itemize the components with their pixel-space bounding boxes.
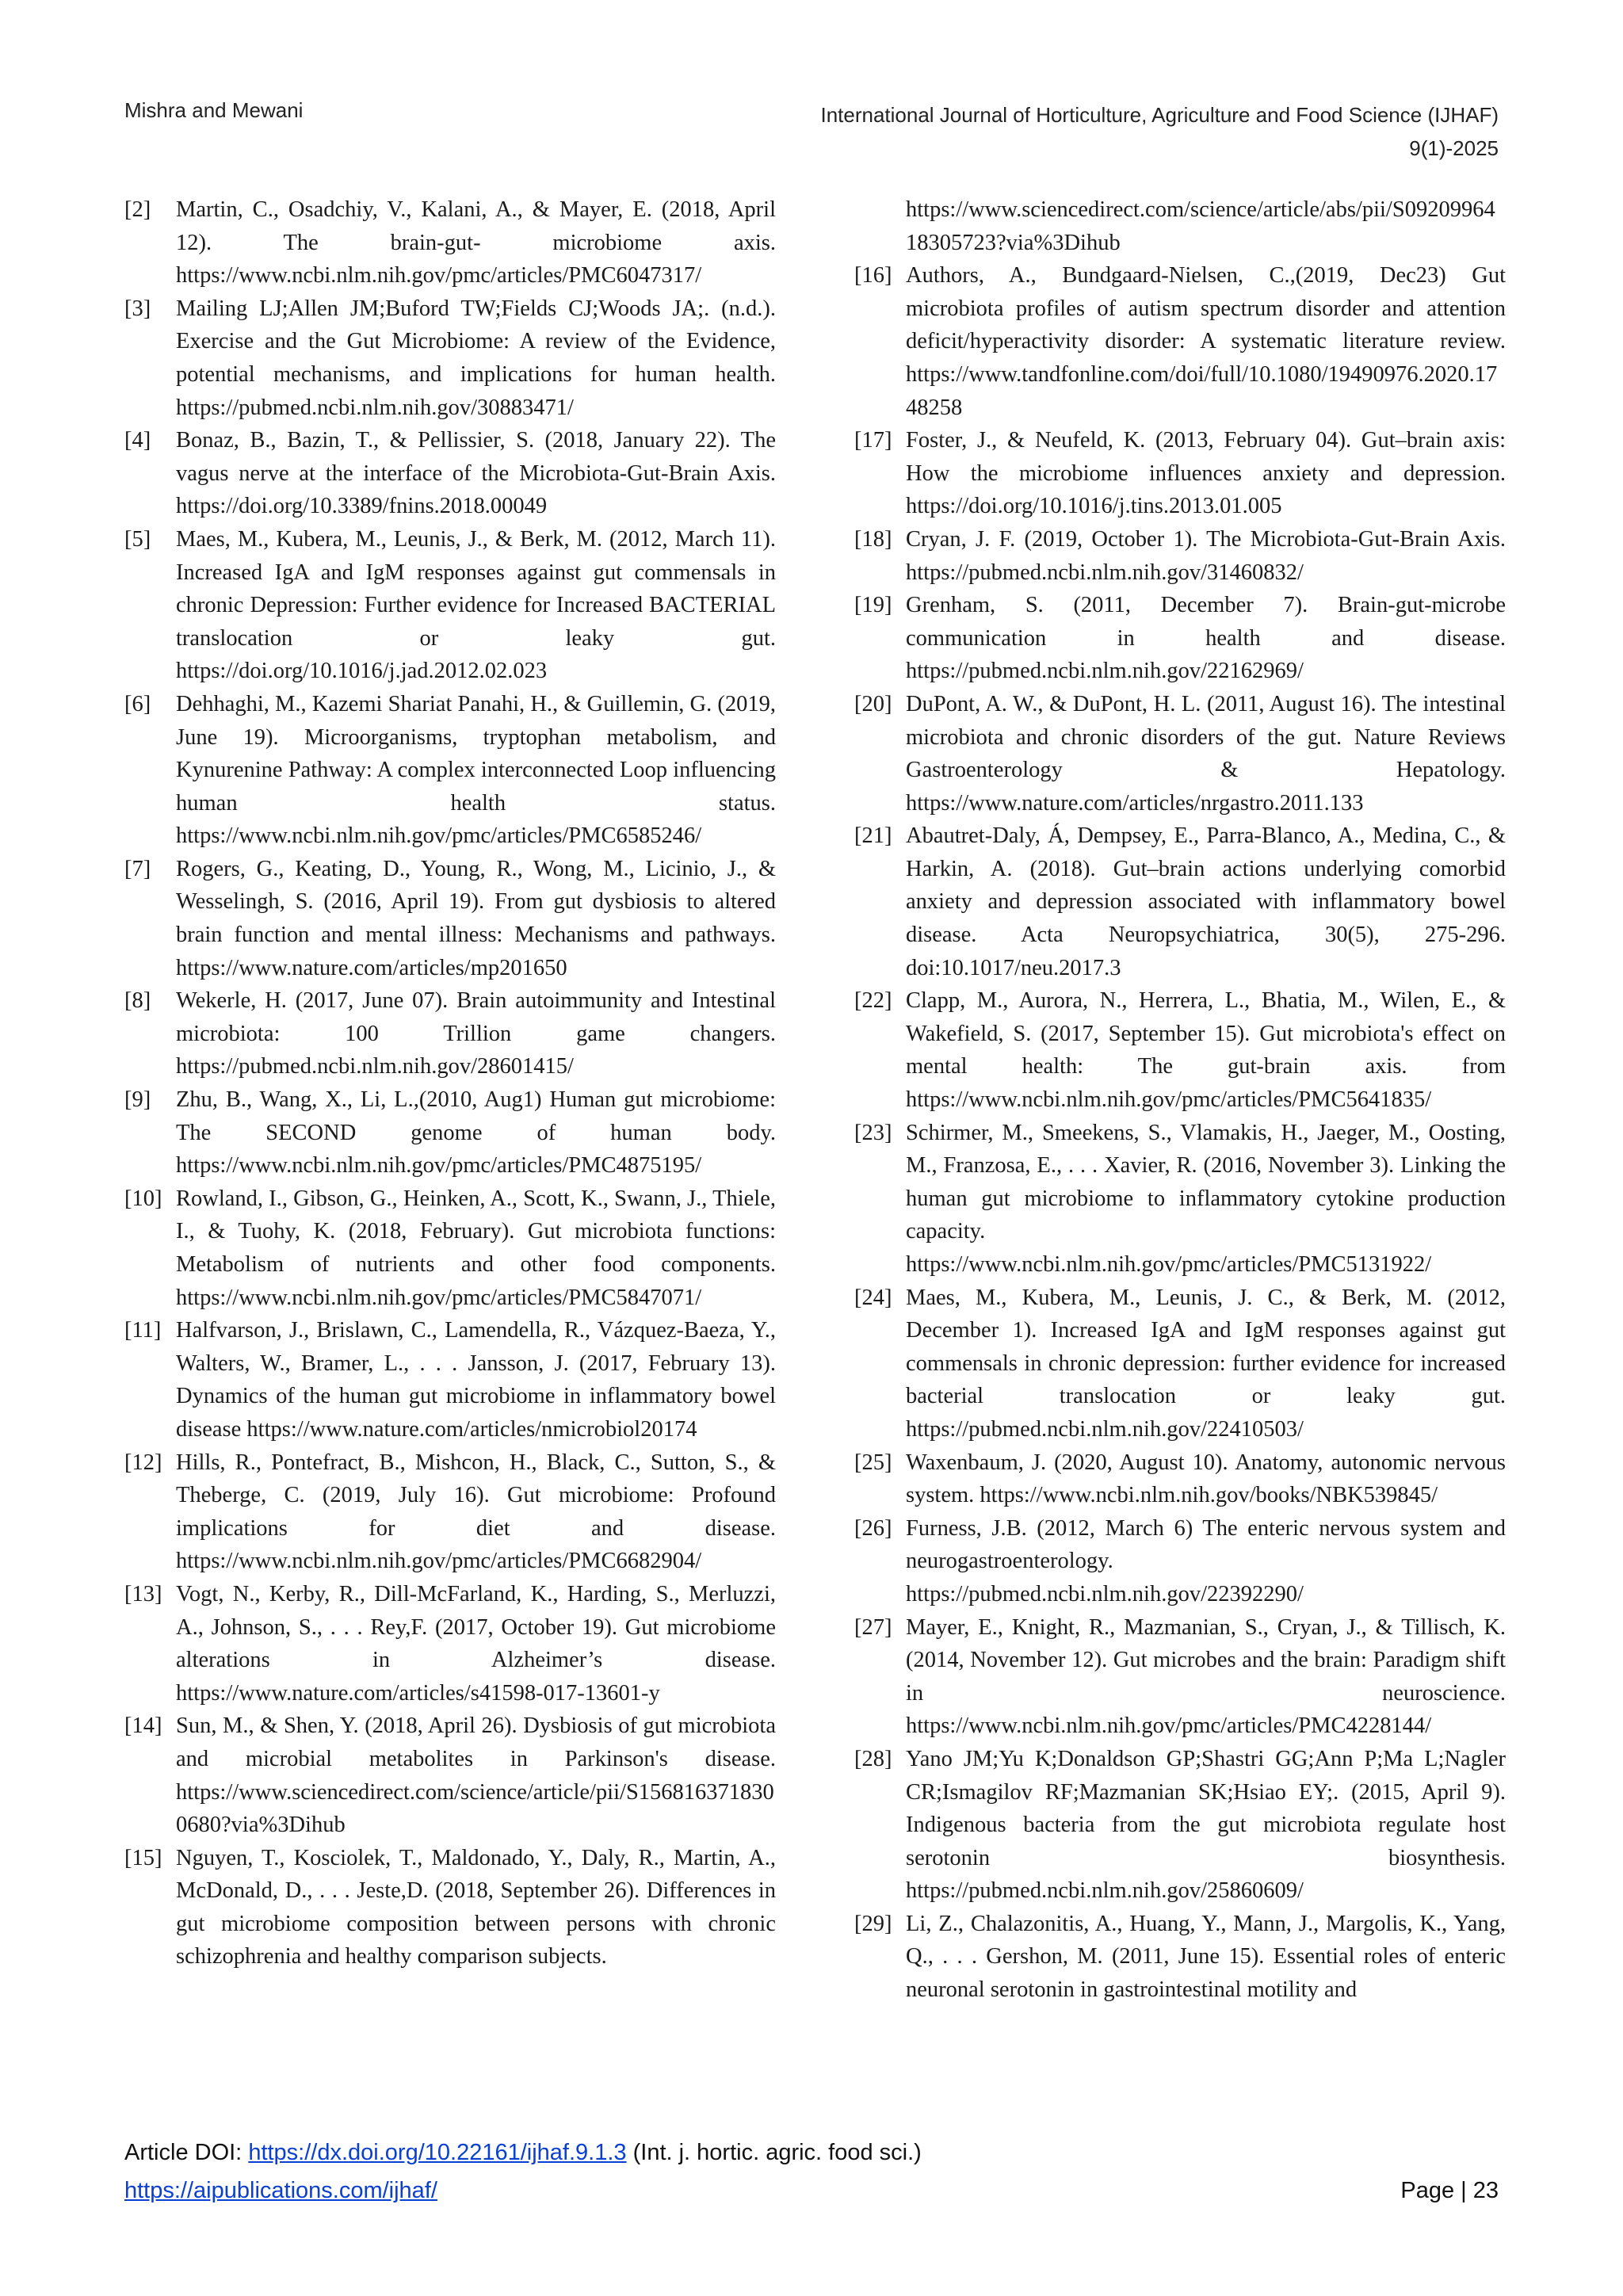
- reference-number: [9]: [124, 1087, 151, 1113]
- reference-entry: [124, 688, 776, 853]
- reference-entry: [124, 193, 776, 292]
- doi-link[interactable]: https://dx.doi.org/10.22161/ijhaf.9.1.3: [248, 2140, 627, 2165]
- reference-entry: [124, 1710, 776, 1841]
- site-link[interactable]: https://aipublications.com/ijhaf/: [124, 2178, 437, 2203]
- reference-entry: [854, 523, 1506, 589]
- reference-text: Furness, J.B. (2012, March 6) The enteric nervous system and neurogastroenterology. https://pubmed.ncbi.nlm.nih.gov/22392290/: [906, 1515, 1506, 1606]
- reference-entry: [124, 1842, 776, 1973]
- reference-continuation: https://www.sciencedirect.com/science/article/abs/pii/S0920996418305723?via%3Dihub: [906, 197, 1495, 255]
- reference-number: [17]: [854, 428, 892, 453]
- reference-text: Halfvarson, J., Brislawn, C., Lamendella, R., Vázquez-Baeza, Y., Walters, W., Bramer, L., . . . Jansson, J. (2017, February 13). Dynamics of the human gut microbiome in inflammatory bowel disease https://www.nature.com/articles/nmicrobiol20174: [176, 1318, 776, 1442]
- doi-suffix: (Int. j. hortic. agric. food sci.): [626, 2140, 922, 2165]
- reference-text: Cryan, J. F. (2019, October 1). The Microbiota-Gut-Brain Axis. https://pubmed.ncbi.nlm.nih.gov/31460832/: [906, 526, 1506, 585]
- reference-entry: [854, 1908, 1506, 2007]
- reference-entry: [124, 1182, 776, 1314]
- reference-number: [4]: [124, 428, 151, 453]
- references-left-column: [124, 193, 776, 1973]
- reference-entry: [124, 1083, 776, 1182]
- reference-entry: [854, 1446, 1506, 1512]
- reference-number: [24]: [854, 1285, 892, 1310]
- reference-text: Dehhaghi, M., Kazemi Shariat Panahi, H., & Guillemin, G. (2019, June 19). Microorganisms, tryptophan metabolism, and Kynurenine Pathway: A complex interconnected Loop influencing human health status. https://www.ncbi.nlm.nih.gov/pmc/articles/PMC6585246/: [176, 691, 776, 849]
- journal-name: International Journal of Horticulture, Agriculture and Food Science (IJHAF): [820, 103, 1499, 127]
- reference-entry: [124, 1446, 776, 1578]
- reference-text: Maes, M., Kubera, M., Leunis, J., & Berk, M. (2012, March 11). Increased IgA and IgM responses against gut commensals in chronic Depression: Further evidence for Increased BACTERIAL translocation or leaky gut. https://doi.org/10.1016/j.jad.2012.02.023: [176, 526, 776, 684]
- doi-prefix: Article DOI:: [124, 2140, 249, 2165]
- reference-text: Maes, M., Kubera, M., Leunis, J. C., & Berk, M. (2012, December 1). Increased IgA and IgM responses against gut commensals in chronic depression: further evidence for increased bacterial translocation or leaky gut. https://pubmed.ncbi.nlm.nih.gov/22410503/: [906, 1285, 1506, 1442]
- reference-number: [2]: [124, 197, 151, 222]
- reference-number: [12]: [124, 1450, 162, 1475]
- reference-entry: [854, 259, 1506, 424]
- reference-number: [11]: [124, 1318, 162, 1343]
- reference-text: Vogt, N., Kerby, R., Dill-McFarland, K., Harding, S., Merluzzi, A., Johnson, S., . . . Rey,F. (2017, October 19). Gut microbiome alterations in Alzheimer’s disease. https://www.nature.com/articles/s41598-017-13601-y: [176, 1581, 776, 1706]
- reference-text: Bonaz, B., Bazin, T., & Pellissier, S. (2018, January 22). The vagus nerve at the interface of the Microbiota-Gut-Brain Axis. https://doi.org/10.3389/fnins.2018.00049: [176, 428, 776, 519]
- footer-article-doi: [124, 2140, 922, 2166]
- reference-entry: [854, 1117, 1506, 1282]
- running-header-journal: [627, 98, 1499, 165]
- reference-number: [19]: [854, 593, 892, 618]
- references-right-list: [854, 259, 1506, 2006]
- reference-text: Clapp, M., Aurora, N., Herrera, L., Bhatia, M., Wilen, E., & Wakefield, S. (2017, September 15). Gut microbiota's effect on mental health: The gut-brain axis. from https://www.ncbi.nlm.nih.gov/pmc/articles/PMC5641835/: [906, 988, 1506, 1113]
- reference-number: [14]: [124, 1713, 162, 1739]
- reference-entry: [124, 1578, 776, 1710]
- reference-entry: [854, 819, 1506, 984]
- reference-entry: [854, 589, 1506, 688]
- reference-entry: [854, 1611, 1506, 1743]
- reference-entry: [854, 1512, 1506, 1611]
- reference-number: [23]: [854, 1120, 892, 1145]
- reference-entry: [854, 984, 1506, 1116]
- reference-number: [7]: [124, 856, 151, 881]
- reference-text: Foster, J., & Neufeld, K. (2013, February 04). Gut–brain axis: How the microbiome influences anxiety and depression. https://doi.org/10.1016/j.tins.2013.01.005: [906, 428, 1506, 519]
- references-right-column: [854, 193, 1506, 2007]
- reference-number: [27]: [854, 1614, 892, 1640]
- reference-text: Yano JM;Yu K;Donaldson GP;Shastri GG;Ann P;Ma L;Nagler CR;Ismagilov RF;Mazmanian SK;Hsiao EY;. (2015, April 9). Indigenous bacteria from the gut microbiota regulate host serotonin biosynthesis. https://pubmed.ncbi.nlm.nih.gov/25860609/: [906, 1746, 1506, 1904]
- reference-text: Li, Z., Chalazonitis, A., Huang, Y., Mann, J., Margolis, K., Yang, Q., . . . Gershon, M. (2011, June 15). Essential roles of enteric neuronal serotonin in gastrointestinal motility and: [906, 1911, 1506, 2003]
- reference-entry: [124, 1314, 776, 1446]
- reference-text: Authors, A., Bundgaard-Nielsen, C.,(2019, Dec23) Gut microbiota profiles of autism spectrum disorder and attention deficit/hyperactivity disorder: A systematic literature review. https://www.tandfonline.com/doi/full/10.1080/19490976.2020.1748258: [906, 263, 1506, 420]
- reference-text: Abautret-Daly, Á, Dempsey, E., Parra-Blanco, A., Medina, C., & Harkin, A. (2018). Gut–brain actions underlying comorbid anxiety and depression associated with inflammatory bowel disease. Acta Neuropsychiatrica, 30(5), 275-296. doi:10.1017/neu.2017.3: [906, 823, 1506, 980]
- reference-text: Sun, M., & Shen, Y. (2018, April 26). Dysbiosis of gut microbiota and microbial metabolites in Parkinson's disease. https://www.sciencedirect.com/science/article/pii/S1568163718300680?via%3Dihub: [176, 1713, 776, 1838]
- running-header-authors: Mishra and Mewani: [124, 98, 304, 122]
- reference-text: Mayer, E., Knight, R., Mazmanian, S., Cryan, J., & Tillisch, K. (2014, November 12). Gut microbes and the brain: Paradigm shift in neuroscience. https://www.ncbi.nlm.nih.gov/pmc/articles/PMC4228144/: [906, 1614, 1506, 1739]
- reference-number: [26]: [854, 1515, 892, 1541]
- reference-text: Rogers, G., Keating, D., Young, R., Wong, M., Licinio, J., & Wesselingh, S. (2016, April 19). From gut dysbiosis to altered brain function and mental illness: Mechanisms and pathways. https://www.nature.com/articles/mp201650: [176, 856, 776, 980]
- reference-number: [15]: [124, 1845, 162, 1870]
- reference-number: [28]: [854, 1746, 892, 1771]
- reference-entry: [124, 424, 776, 523]
- reference-entry: [124, 984, 776, 1083]
- reference-number: [3]: [124, 296, 151, 321]
- reference-text: Grenham, S. (2011, December 7). Brain-gut-microbe communication in health and disease. https://pubmed.ncbi.nlm.nih.gov/22162969/: [906, 593, 1506, 684]
- reference-number: [10]: [124, 1186, 162, 1211]
- reference-text: Rowland, I., Gibson, G., Heinken, A., Scott, K., Swann, J., Thiele, I., & Tuohy, K. (2018, February). Gut microbiota functions: Metabolism of nutrients and other food components. https://www.ncbi.nlm.nih.gov/pmc/articles/PMC5847071/: [176, 1186, 776, 1310]
- reference-text: Mailing LJ;Allen JM;Buford TW;Fields CJ;Woods JA;. (n.d.). Exercise and the Gut Microbiome: A review of the Evidence, potential mechanisms, and implications for human health. https://pubmed.ncbi.nlm.nih.gov/30883471/: [176, 296, 776, 420]
- reference-text: Wekerle, H. (2017, June 07). Brain autoimmunity and Intestinal microbiota: 100 Trillion game changers. https://pubmed.ncbi.nlm.nih.gov/28601415/: [176, 988, 776, 1079]
- reference-number: [29]: [854, 1911, 892, 1936]
- reference-number: [18]: [854, 526, 892, 552]
- reference-entry: [854, 1743, 1506, 1908]
- reference-text: Hills, R., Pontefract, B., Mishcon, H., Black, C., Sutton, S., & Theberge, C. (2019, July 16). Gut microbiome: Profound implications for diet and disease. https://www.ncbi.nlm.nih.gov/pmc/articles/PMC6682904/: [176, 1450, 776, 1574]
- reference-number: [6]: [124, 691, 151, 716]
- reference-entry: [854, 424, 1506, 523]
- reference-number: [5]: [124, 526, 151, 552]
- reference-text: Zhu, B., Wang, X., Li, L.,(2010, Aug1) Human gut microbiome: The SECOND genome of human body. https://www.ncbi.nlm.nih.gov/pmc/articles/PMC4875195/: [176, 1087, 776, 1179]
- reference-number: [22]: [854, 988, 892, 1014]
- page-number: Page | 23: [1400, 2178, 1499, 2203]
- reference-text: Nguyen, T., Kosciolek, T., Maldonado, Y., Daly, R., Martin, A., McDonald, D., . . . Jeste,D. (2018, September 26). Differences in gut microbiome composition between persons with chronic schizophrenia and healthy comparison subjects.: [176, 1845, 776, 1969]
- journal-issue: 9(1)-2025: [1409, 136, 1499, 160]
- reference-text: DuPont, A. W., & DuPont, H. L. (2011, August 16). The intestinal microbiota and chronic disorders of the gut. Nature Reviews Gastroenterology & Hepatology. https://www.nature.com/articles/nrgastro.2011.133: [906, 691, 1506, 816]
- reference-number: [13]: [124, 1581, 162, 1606]
- reference-entry: [124, 292, 776, 424]
- reference-entry: [124, 523, 776, 688]
- reference-text: Martin, C., Osadchiy, V., Kalani, A., & Mayer, E. (2018, April 12). The brain-gut- microbiome axis. https://www.ncbi.nlm.nih.gov/pmc/articles/PMC6047317/: [176, 197, 776, 288]
- reference-number: [20]: [854, 691, 892, 716]
- reference-entry: [124, 853, 776, 984]
- reference-entry: [854, 1282, 1506, 1446]
- reference-number: [16]: [854, 263, 892, 288]
- reference-text: Schirmer, M., Smeekens, S., Vlamakis, H., Jaeger, M., Oosting, M., Franzosa, E., . . . Xavier, R. (2016, November 3). Linking the human gut microbiome to inflammatory cytokine production capacity. https://www.ncbi.nlm.nih.gov/pmc/articles/PMC5131922/: [906, 1120, 1506, 1277]
- reference-number: [21]: [854, 823, 892, 849]
- reference-number: [25]: [854, 1450, 892, 1475]
- footer-site: [124, 2178, 437, 2204]
- reference-text: Waxenbaum, J. (2020, August 10). Anatomy, autonomic nervous system. https://www.ncbi.nlm.nih.gov/books/NBK539845/: [906, 1450, 1506, 1508]
- reference-entry: [854, 688, 1506, 819]
- reference-number: [8]: [124, 988, 151, 1014]
